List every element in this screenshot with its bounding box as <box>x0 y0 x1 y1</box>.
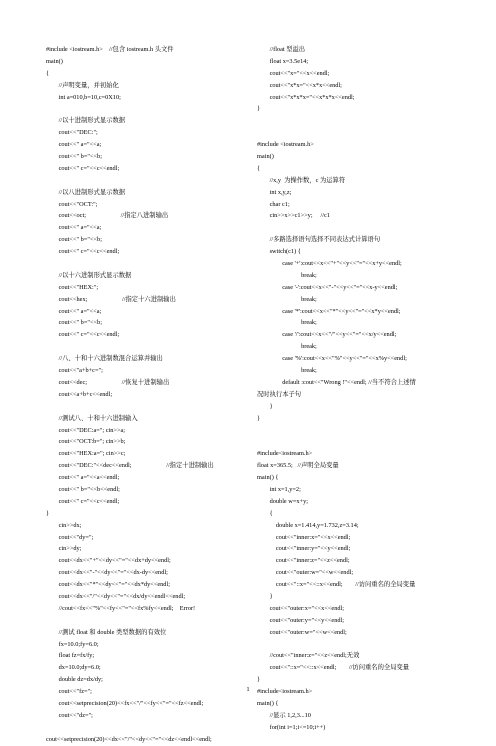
left-code-line: } <box>46 509 50 517</box>
right-code-line <box>257 436 467 448</box>
right-code-line: main() { <box>257 699 279 707</box>
left-code-line: float fz=fx/fy; <box>46 652 95 660</box>
left-code-line: cout<<" b="<<b; <box>46 236 102 244</box>
left-code-line: fx=10.0;fy=6.0; <box>46 640 99 648</box>
left-code-line: //测试八、十和十六进制输入 <box>46 414 138 422</box>
left-code-line: double dz=dx/dy; <box>46 676 103 684</box>
left-code-line: #include <iostream.h> //包含 iostream.h 头文件 <box>46 46 174 53</box>
right-code-line: double w=x+y; <box>257 497 309 505</box>
right-code-line: default :cout<<"Wrong !"<<endl; //当不符合上述情 <box>257 378 416 386</box>
left-code-line: cout<<a+b+c<<endl; <box>46 390 113 398</box>
right-code-line: cout<<"outer:x="<<x<<endl; <box>257 604 345 612</box>
right-code-line: break; <box>257 367 317 375</box>
left-code-line: cout<<"DEC:"; <box>46 129 98 137</box>
right-code-line: //x,y 为操作数，c 为运算符 <box>257 176 346 184</box>
right-code-line: cout<<"inner:z="<<z<<endl; <box>257 557 350 565</box>
right-code-line <box>257 222 467 234</box>
right-code-line: 况时执行本子句 <box>257 390 302 398</box>
left-code-line: cout<<" a="<<a<<endl; <box>46 474 120 482</box>
left-code-line: cout<<"dy="; <box>46 533 94 541</box>
left-code-line: cout<<" c="<<c<<endl; <box>46 248 120 256</box>
left-code-line: cout<<dx<<"/"<<dy<<"="<<dx/dy<<endl<<endl; <box>46 592 186 600</box>
right-code-line: cout<<"outer:w="<<w<<endl; <box>257 569 354 577</box>
left-code-line: cout<<"a+b+c="; <box>46 367 103 375</box>
left-code-line: cout<<"OCT:b="; cin>>b; <box>46 438 126 446</box>
right-code-line: cout<<"inner:x="<<x<<endl; <box>257 533 351 541</box>
left-code-line: //cout<<fx<<"%"<<fy<<"="<<fx%fy<<endl; Error! <box>46 604 196 612</box>
left-code-line: cout<<oct; //指定八进制输出 <box>46 212 169 220</box>
left-code-column <box>46 44 256 746</box>
left-code-line: cout<<setprecision(20)<<dx<<"/"<<dy<<"="<<dz<<endl<<endl; <box>46 735 212 743</box>
left-code-line: dx=10.0;dy=6.0; <box>46 664 101 672</box>
left-code-line: cout<<hex; //指定十六进制输出 <box>46 295 176 303</box>
right-code-line: case '%':cout<<x<<"%"<<y<<"="<<x%y<<endl; <box>257 355 407 363</box>
right-code-line: cout<<"x*x="<<x*x<<endl; <box>257 81 342 89</box>
right-code-line: //float 型溢出 <box>257 46 306 53</box>
left-code-line: cout<<dx<<"+"<<dy<<"="<<dx+dy<<endl; <box>46 557 171 565</box>
left-code-line: cout<<"fz="; <box>46 688 92 696</box>
right-code-line: } <box>257 676 261 684</box>
left-code-line: cout<<" b="<<b<<endl; <box>46 485 120 493</box>
left-code-line: main() <box>46 57 63 65</box>
left-code-line: cout<<"DEC:a="; cin>>a; <box>46 426 126 434</box>
left-code-line <box>46 722 256 734</box>
left-code-line: cout<<"HEX:"; <box>46 283 99 291</box>
left-code-line <box>46 615 256 627</box>
left-code-line <box>46 103 256 115</box>
right-code-line: switch(c1) { <box>257 248 301 256</box>
right-code-line: for(int i=1;i<=10;i++) <box>257 723 326 731</box>
left-code-line: cout<<setprecision(20)<<fx<<"/"<<fy<<"="<<fz<<endl; <box>46 699 204 707</box>
left-code-line: cout<<" a="<<a; <box>46 307 102 315</box>
right-code-line: { <box>257 509 273 517</box>
left-code-line <box>46 341 256 353</box>
left-code-line: cout<<"HEX:a="; cin>>c; <box>46 450 126 458</box>
right-code-line: } <box>257 105 261 113</box>
right-code-line: float x=365.5; //声明全局变量 <box>257 462 339 470</box>
left-code-line <box>46 175 256 187</box>
right-code-line: cout<<"x="<<x<<endl; <box>257 69 330 77</box>
left-code-line: cout<<dec; //恢复十进制输出 <box>46 378 170 386</box>
left-code-line: cout<<dx<<"*"<<dy<<"="<<dx*dy<<endl; <box>46 581 170 589</box>
right-code-line: cout<<"outer:w="<<w<<endl; <box>257 628 347 636</box>
left-code-line: cout<<"OCT:"; <box>46 200 98 208</box>
left-code-line: cout<<"DEC:"<<dec<<endl; //指定十进制输出 <box>46 462 214 470</box>
left-code-line: //测试 float 和 double 类型数据的有效位 <box>46 628 167 636</box>
right-code-line: cout<<"outer:y="<<y<<endl; <box>257 616 345 624</box>
right-code-line: cout<<"::x="<<::x<<endl; //访问重名的全局变量 <box>257 664 410 672</box>
right-code-line: #include<iostream.h> <box>257 688 313 696</box>
right-code-line: case '*':cout<<x<<"*"<<y<<"="<<x*y<<endl; <box>257 307 401 315</box>
right-code-line <box>257 639 467 651</box>
right-code-line: main() <box>257 153 274 161</box>
right-code-line: case '/':cout<<x<<"/"<<y<<"="<<x/y<<endl; <box>257 331 397 339</box>
right-code-line: int x=1,y=2; <box>257 485 301 493</box>
right-code-line <box>257 425 467 437</box>
left-code-line: cout<<" b="<<b; <box>46 153 102 161</box>
right-code-line: //cout<<"inner:z="<<z<<endl;无效 <box>257 652 360 660</box>
right-code-line: cout<<"inner:y="<<y<<endl; <box>257 545 351 553</box>
left-code-line: cin>>dy; <box>46 545 82 553</box>
right-code-line: main() { <box>257 474 279 482</box>
right-code-line: break; <box>257 295 317 303</box>
right-code-column <box>257 44 467 734</box>
left-code-line: //以八进制形式显示数据 <box>46 188 126 196</box>
left-code-line: cout<<" b="<<b; <box>46 319 102 327</box>
right-code-line: cin>>x>>c1>>y; //c1 <box>257 212 330 220</box>
right-code-line: cout<<"::x="<<::x<<endl; //访问重名的全局变量 <box>257 581 416 589</box>
left-code-line: cout<<" a="<<a; <box>46 224 102 232</box>
left-code-line: { <box>46 69 50 77</box>
right-code-line: break; <box>257 271 317 279</box>
right-code-line: } <box>257 402 273 410</box>
left-code-line: cout<<dx<<"-"<<dy<<"="<<dx-dy<<endl; <box>46 569 168 577</box>
left-code-line: //八、十和十六进制数混合运算并输出 <box>46 355 163 363</box>
right-code-line: //显示 1,2,3...10 <box>257 711 311 719</box>
right-code-line <box>257 127 467 139</box>
right-code-line: int x,y,z; <box>257 188 292 196</box>
right-code-line: cout<<"x*x*x="<<x*x*x<<endl; <box>257 93 355 101</box>
right-code-line: #include <iostream.h> <box>257 141 314 149</box>
left-code-line: cout<<" a="<<a; <box>46 141 102 149</box>
right-code-line: } <box>257 592 273 600</box>
right-code-line <box>257 115 467 127</box>
left-code-line: cout<<" c="<<c<<endl; <box>46 331 120 339</box>
left-code-line: int a=010,b=10,c=0X10; <box>46 93 121 101</box>
right-code-line: case '-':cout<<x<<"-"<<y<<"="<<x-y<<endl; <box>257 283 398 291</box>
page-number: 1 <box>246 686 250 693</box>
right-code-line: double x=1.414,y=1.732,z=3.14; <box>257 521 359 529</box>
right-code-line: } <box>257 414 261 422</box>
left-code-line <box>46 258 256 270</box>
left-code-line: //声明变量，并初始化 <box>46 81 119 89</box>
right-code-line: char c1; <box>257 200 290 208</box>
left-code-line: cout<<" c="<<c<<endl; <box>46 164 120 172</box>
left-code-line: cout<<" c="<<c<<endl; <box>46 497 120 505</box>
left-code-line: //以十进制形式显示数据 <box>46 117 126 125</box>
right-code-line: float x=3.5e14; <box>257 57 309 65</box>
left-code-line: cout<<"dz="; <box>46 711 93 719</box>
right-code-line: case '+':cout<<x<<"+"<<y<<"="<<x+y<<endl; <box>257 260 402 268</box>
right-code-line: //多路选择语句选择不同表达式计算语句 <box>257 236 381 244</box>
right-code-line: break; <box>257 319 317 327</box>
left-code-line: //以十六进制形式显示数据 <box>46 271 132 279</box>
left-code-line <box>46 401 256 413</box>
right-code-line: { <box>257 164 261 172</box>
left-code-line: cin>>dx; <box>46 521 82 529</box>
right-code-line: #include<iostream.h> <box>257 450 313 458</box>
right-code-line: break; <box>257 343 317 351</box>
